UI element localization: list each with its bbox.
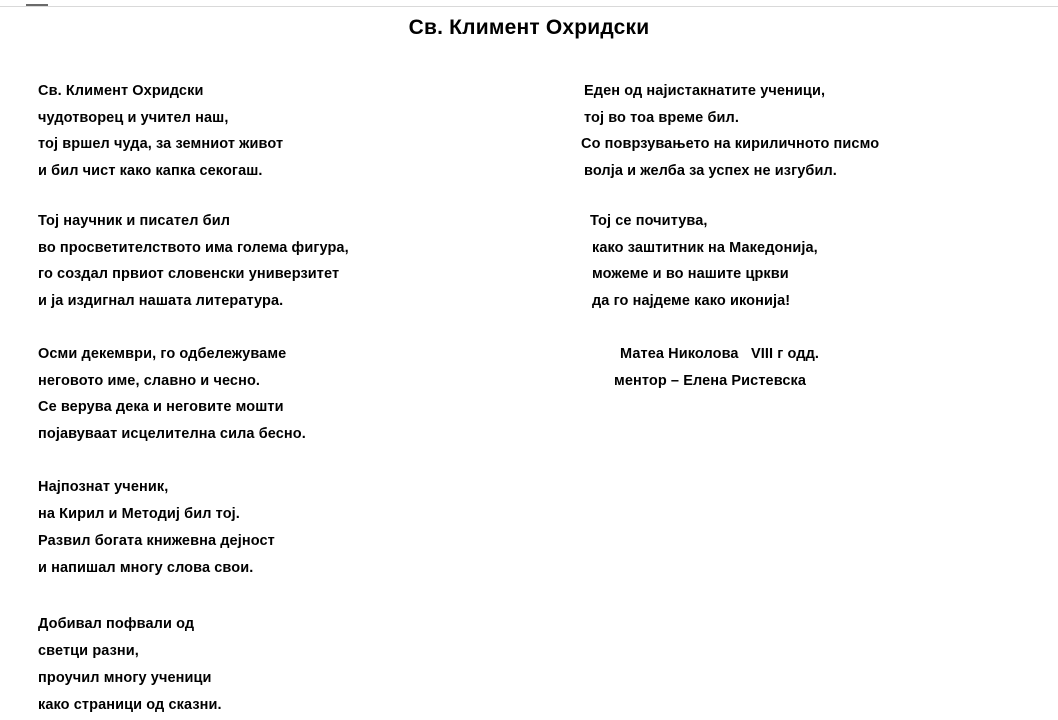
poem-line: на Кирил и Методиј бил тој. [38,506,240,522]
poem-line: проучил многу ученици [38,670,212,686]
poem-line: Со поврзувањето на кириличното писмо [581,136,880,152]
poem-line: Еден од најистакнатите ученици, [584,83,826,99]
poem-line: Развил богата книжевна дејност [38,533,275,549]
page-title: Св. Климент Охридски [408,16,650,39]
top-divider [0,6,1058,7]
poem-line: како заштитник на Македонија, [592,240,818,256]
poem-line: и напишал многу слова свои. [38,560,254,576]
poem-line: го создал првиот словенски универзитет [38,266,340,282]
poem-line: можеме и во нашите цркви [592,266,789,282]
poem-line: Се верува дека и неговите мошти [38,399,284,415]
poem-line: тој вршел чуда, за земниот живот [38,136,284,152]
poem-line: тој во тоа време бил. [584,110,739,126]
poem-line: Најпознат ученик, [38,479,169,495]
poem-line: Тој научник и писател бил [38,213,231,229]
poem-line: неговото име, славно и чесно. [38,373,261,389]
poem-line: да го најдеме како иконија! [592,293,791,309]
poem-line: Св. Климент Охридски [38,83,204,99]
poem-line: и ја издигнал нашата литература. [38,293,284,309]
poem-line: како страници од сказни. [38,697,222,713]
mentor-signature: ментор – Елена Ристевска [614,373,807,389]
poem-line: и бил чист како капка секогаш. [38,163,263,179]
poem-line: волја и желба за успех не изгубил. [584,163,837,179]
poem-line: светци разни, [38,643,139,659]
poem-line: појавуваат исцелителна сила бесно. [38,426,306,442]
author-signature: Матеа Николова VIII г одд. [620,346,820,362]
poem-line: Тој се почитува, [590,213,708,229]
poem-line: Добивал пофвали од [38,616,195,632]
poem-line: Осми декември, го одбележуваме [38,346,287,362]
poem-line: чудотворец и учител наш, [38,110,229,126]
poem-line: во просветителството има голема фигура, [38,240,349,256]
